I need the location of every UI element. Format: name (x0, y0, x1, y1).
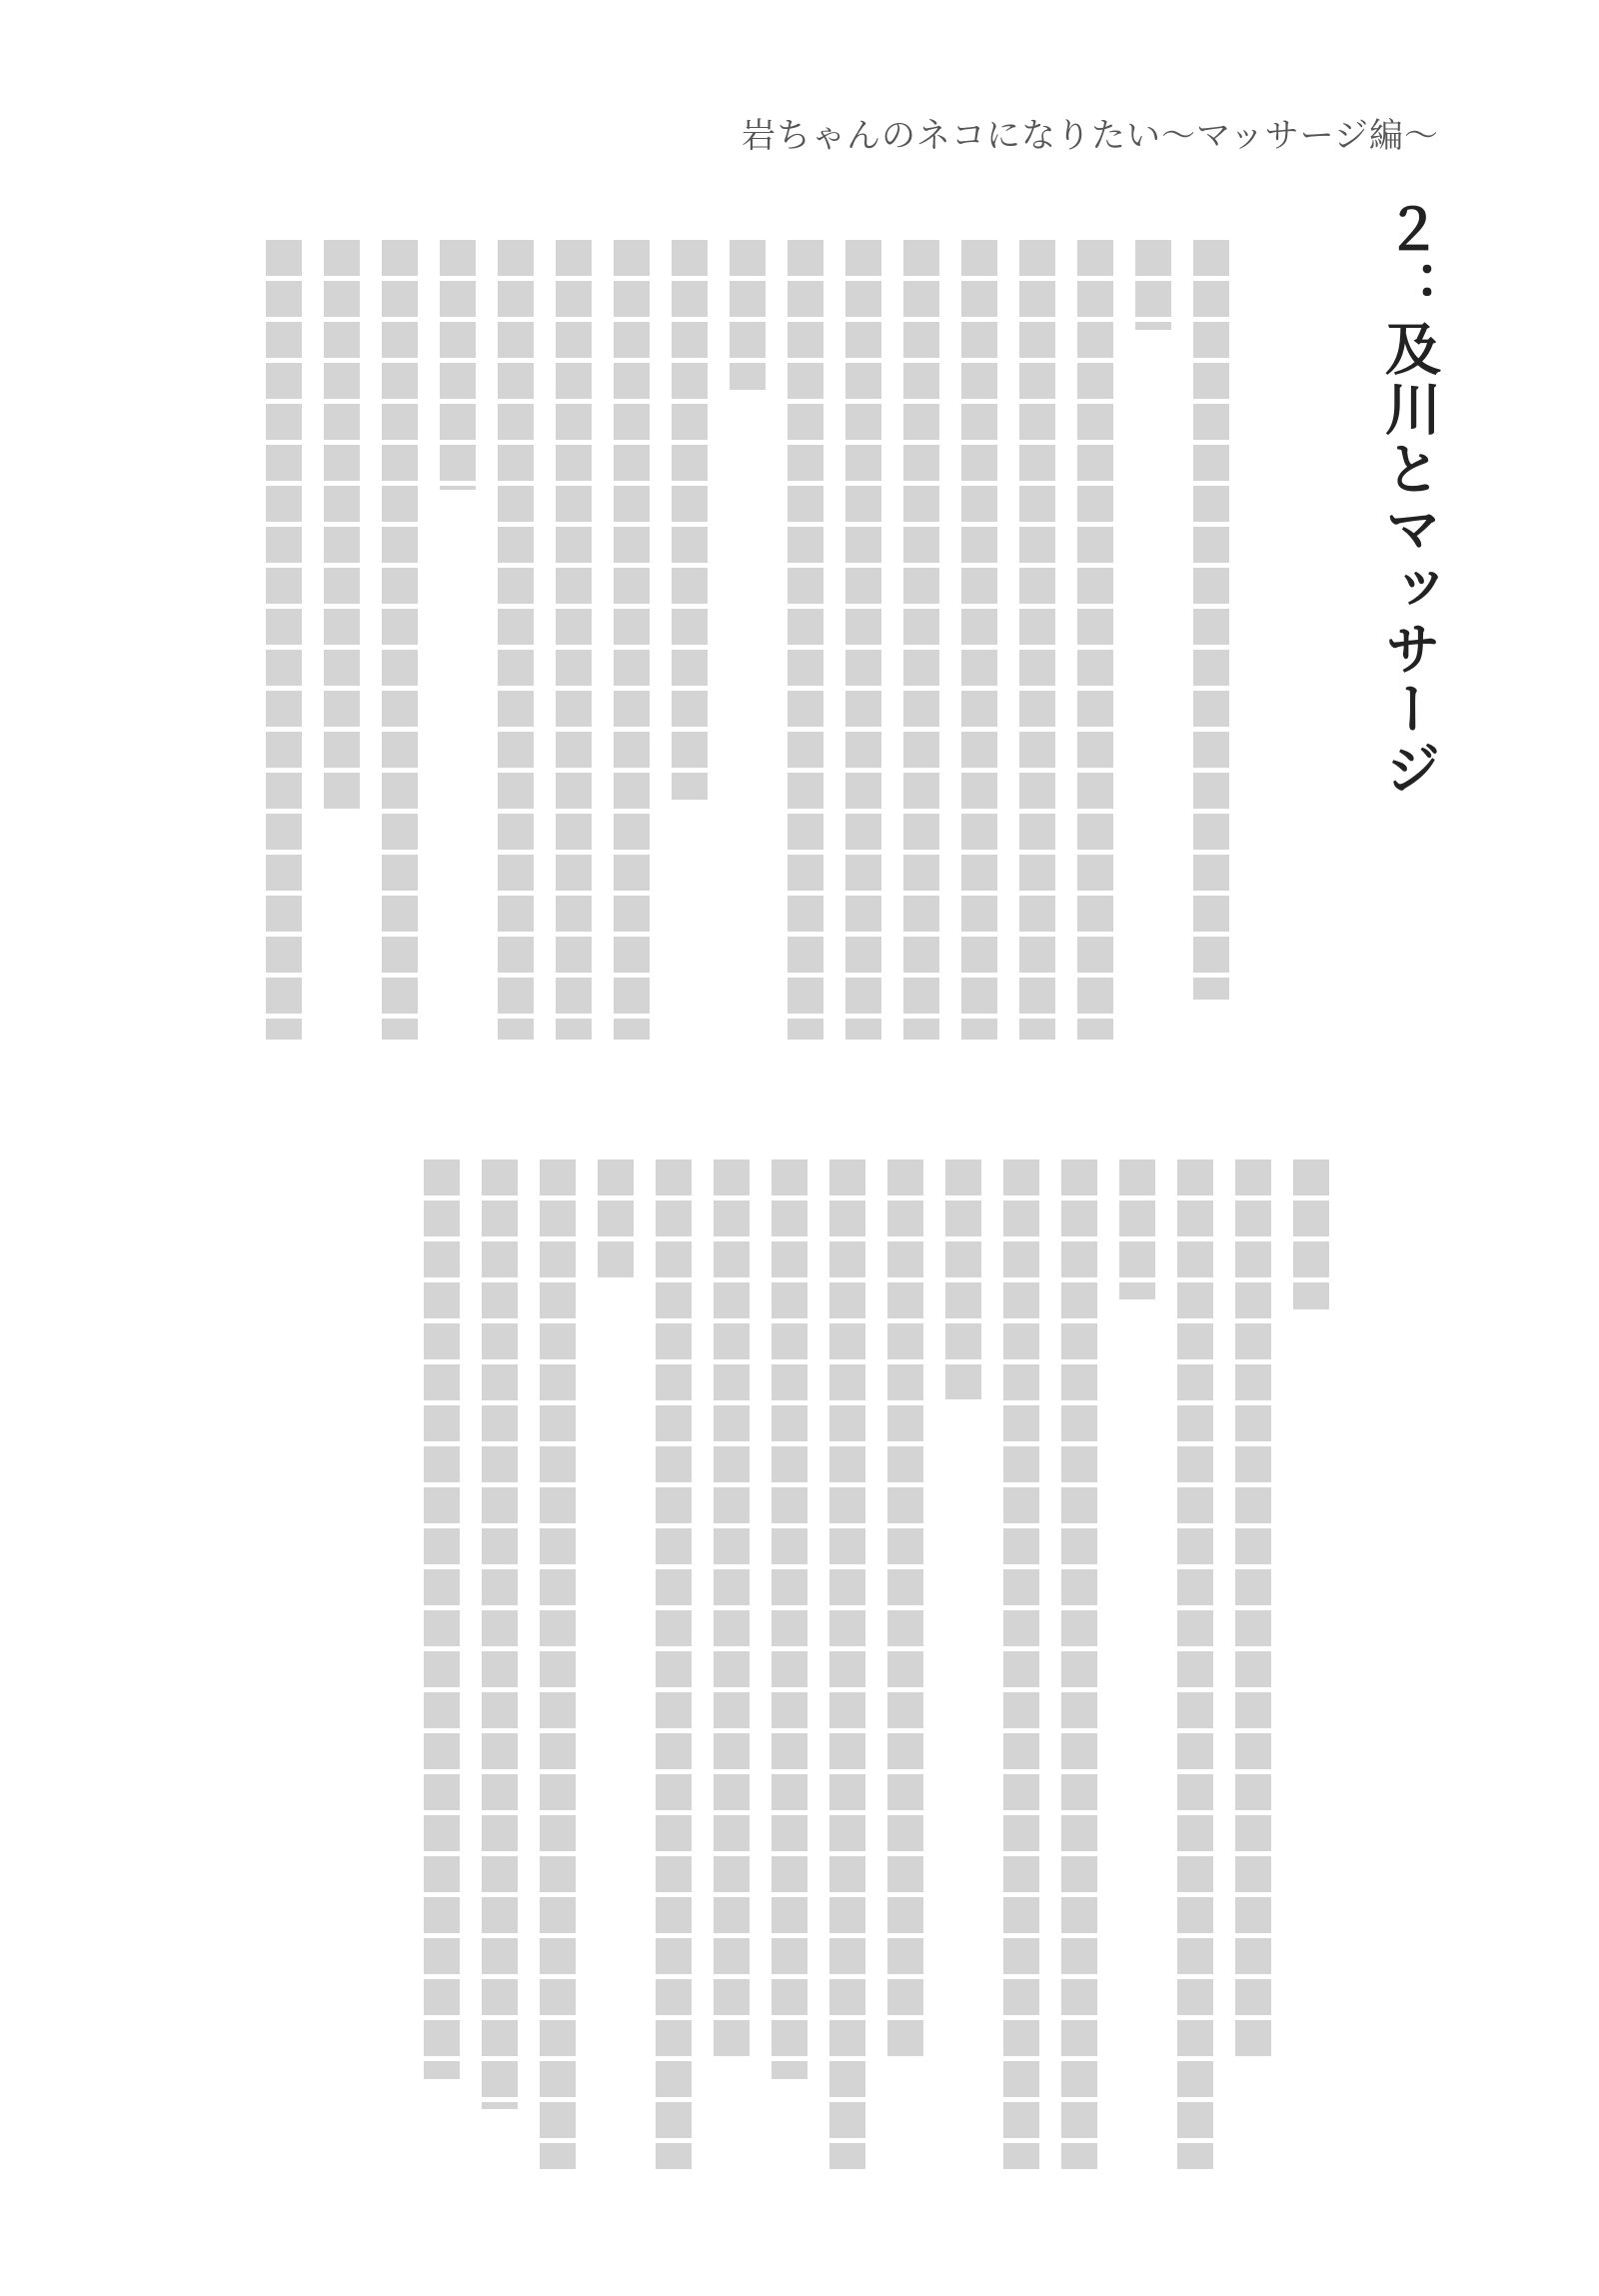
running-header: 岩ちゃんのネコになりたい〜マッサージ編〜 (742, 116, 1439, 156)
redacted-text-column (1119, 1159, 1155, 1299)
redacted-text-column (1077, 240, 1113, 1040)
redacted-text-column (730, 240, 766, 390)
redacted-text-column (1019, 240, 1055, 1040)
redacted-text-column (714, 1159, 750, 2059)
redacted-text-column (540, 1159, 576, 2169)
upper-text-block (266, 240, 1229, 1070)
redacted-text-column (556, 240, 592, 1040)
redacted-text-column (1061, 1159, 1097, 2169)
redacted-text-column (598, 1159, 634, 1279)
redacted-text-column (1177, 1159, 1213, 2169)
redacted-text-column (440, 240, 476, 490)
redacted-text-column (424, 1159, 460, 2079)
redacted-text-column (656, 1159, 692, 2169)
chapter-title: ２：及川とマッサージ (1376, 200, 1442, 800)
redacted-text-column (845, 240, 881, 1040)
redacted-text-column (887, 1159, 923, 2059)
redacted-text-column (266, 240, 302, 1040)
redacted-text-column (1003, 1159, 1039, 2169)
redacted-text-column (772, 1159, 807, 2079)
redacted-text-column (1193, 240, 1229, 1000)
redacted-text-column (482, 1159, 518, 2109)
redacted-text-column (903, 240, 939, 1040)
redacted-text-column (829, 1159, 865, 2169)
redacted-text-column (498, 240, 534, 1040)
redacted-text-column (961, 240, 997, 1040)
redacted-text-column (945, 1159, 981, 1399)
redacted-text-column (672, 240, 708, 800)
redacted-text-column (1235, 1159, 1271, 2059)
redacted-text-column (324, 240, 360, 810)
redacted-text-column (1293, 1159, 1329, 1309)
redacted-text-column (1135, 240, 1171, 330)
lower-text-block (424, 1159, 1329, 2189)
redacted-text-column (614, 240, 650, 1040)
redacted-text-column (788, 240, 823, 1040)
redacted-text-column (382, 240, 418, 1040)
